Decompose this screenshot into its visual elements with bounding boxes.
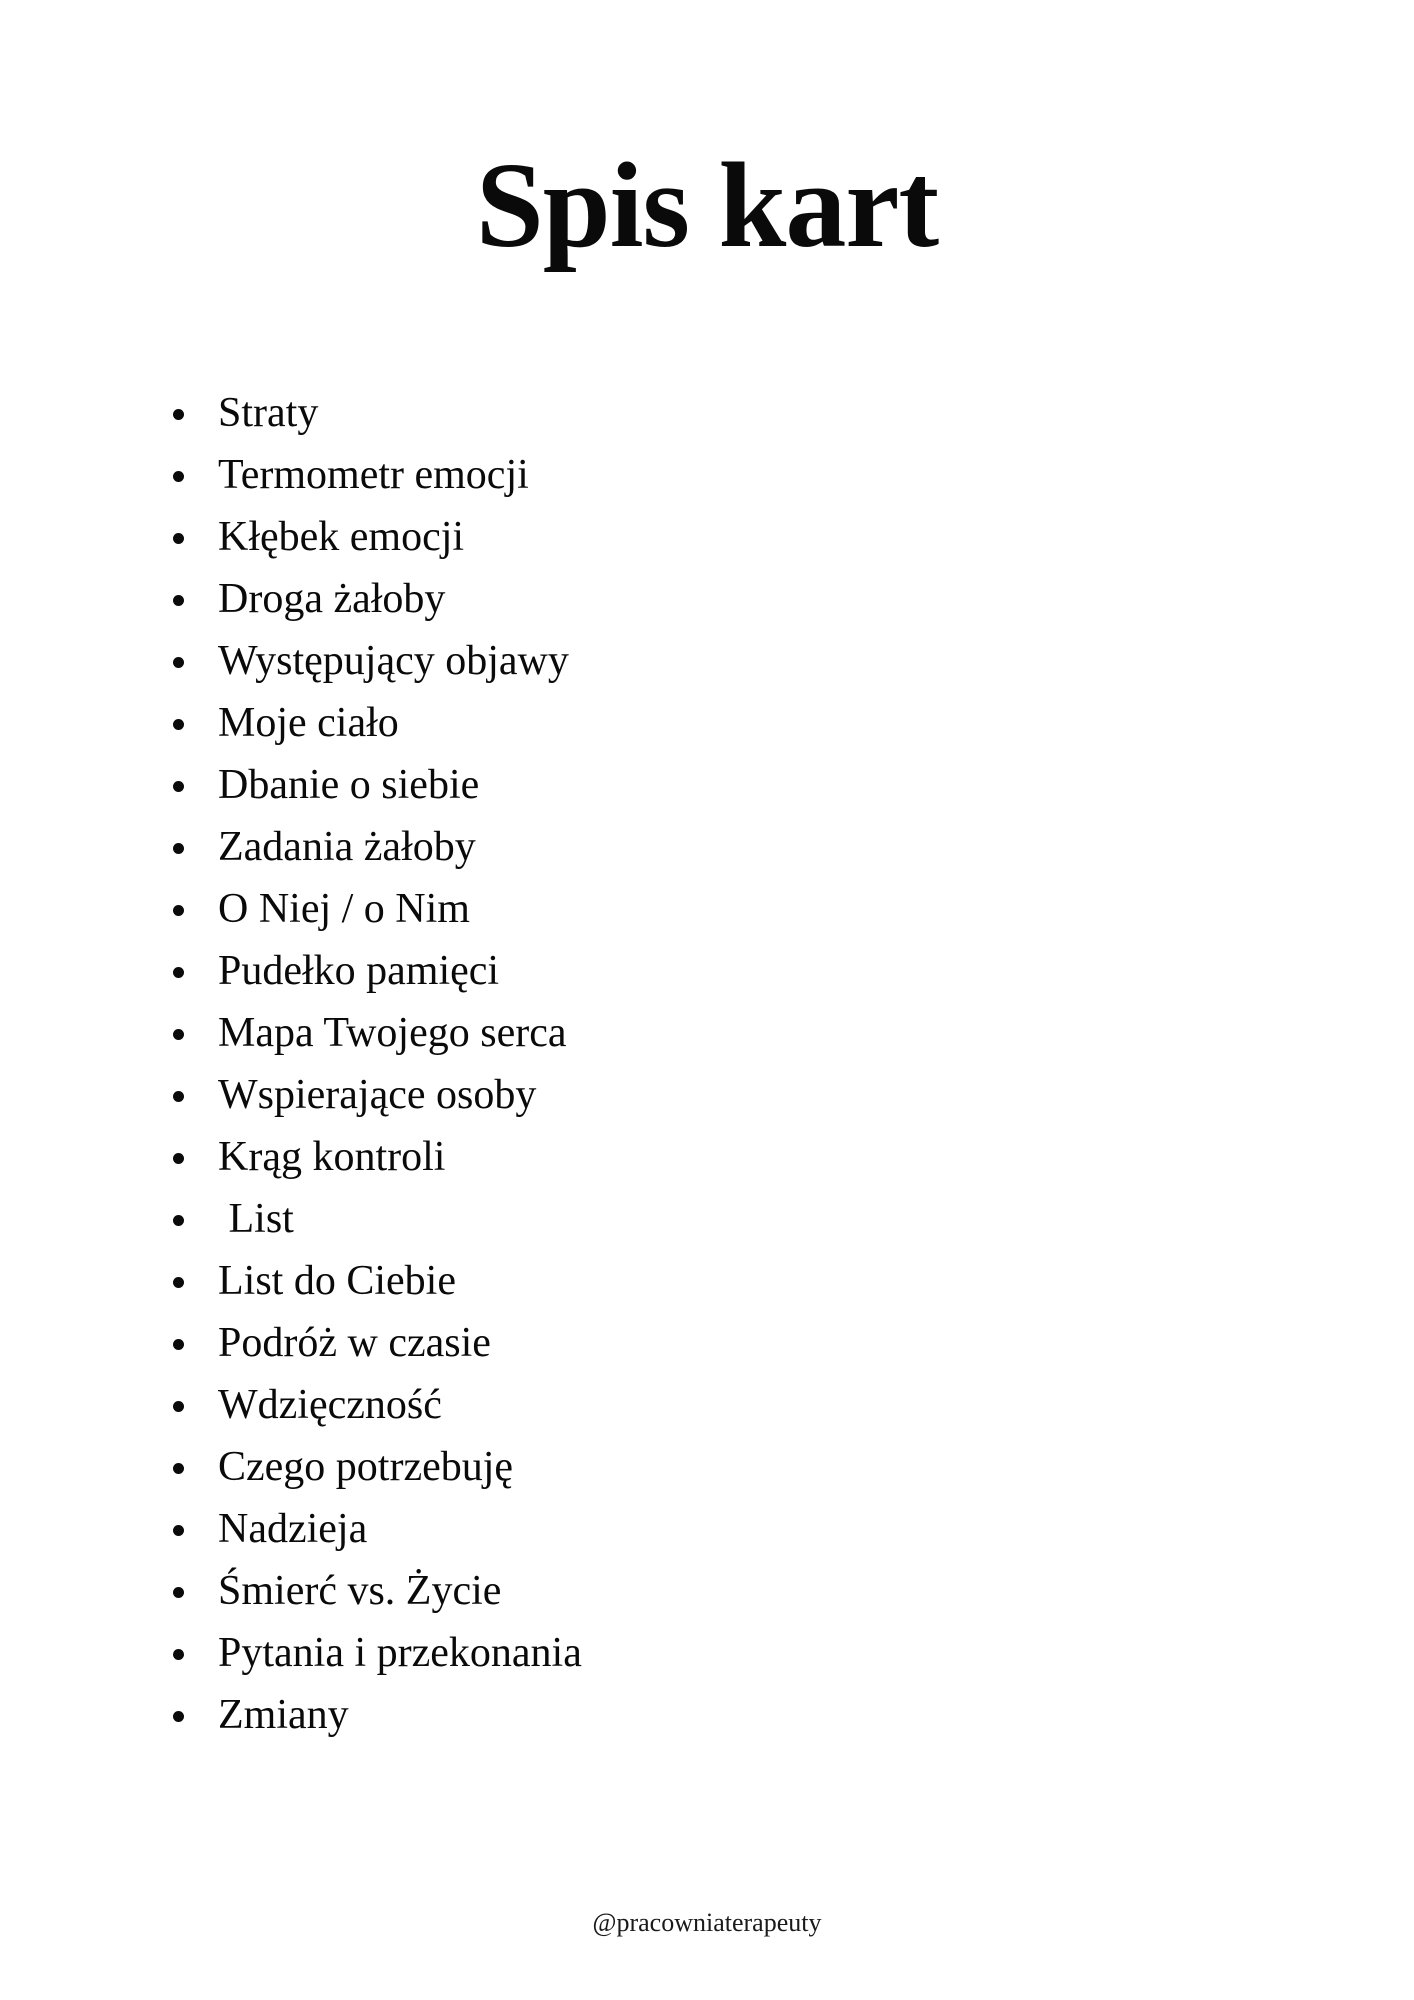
list-item-label: Podróż w czasie: [218, 1320, 491, 1366]
list-item: [173, 1250, 582, 1312]
list-item: [173, 754, 582, 816]
bullet-icon: [173, 1339, 184, 1350]
list-item: [173, 1002, 582, 1064]
list-item: [173, 1436, 582, 1498]
list-item: [173, 1560, 582, 1622]
list-item-label: Czego potrzebuję: [218, 1444, 514, 1490]
bullet-icon: [173, 1463, 184, 1474]
bullet-icon: [173, 1711, 184, 1722]
bullet-icon: [173, 1153, 184, 1164]
card-list: [173, 382, 582, 1746]
list-item-label: Śmierć vs. Życie: [218, 1568, 502, 1614]
bullet-icon: [173, 1587, 184, 1598]
bullet-icon: [173, 1215, 184, 1226]
list-item-label: List do Ciebie: [218, 1258, 456, 1304]
bullet-icon: [173, 657, 184, 668]
list-item-label: Wdzięczność: [218, 1382, 442, 1428]
list-item-label: Wspierające osoby: [218, 1072, 537, 1118]
list-item: [173, 1684, 582, 1746]
bullet-icon: [173, 595, 184, 606]
bullet-icon: [173, 1401, 184, 1412]
list-item: [173, 816, 582, 878]
list-item-label: Droga żałoby: [218, 576, 446, 622]
list-item-label: Pudełko pamięci: [218, 948, 500, 994]
list-item: [173, 1312, 582, 1374]
bullet-icon: [173, 533, 184, 544]
list-item: [173, 630, 582, 692]
list-item-label: Mapa Twojego serca: [218, 1010, 567, 1056]
list-item-label: Termometr emocji: [218, 452, 529, 498]
list-item: [173, 1126, 582, 1188]
bullet-icon: [173, 471, 184, 482]
list-item-label: O Niej / o Nim: [218, 886, 470, 932]
list-item: [173, 940, 582, 1002]
list-item: [173, 1188, 582, 1250]
list-item-label: Występujący objawy: [218, 638, 569, 684]
bullet-icon: [173, 905, 184, 916]
bullet-icon: [173, 1649, 184, 1660]
list-item: [173, 1374, 582, 1436]
list-item-label: List: [218, 1196, 294, 1242]
list-item: [173, 1498, 582, 1560]
bullet-icon: [173, 1091, 184, 1102]
list-item: [173, 878, 582, 940]
footer-handle: @pracowniaterapeuty: [592, 1908, 822, 1937]
list-item-label: Nadzieja: [218, 1506, 368, 1552]
bullet-icon: [173, 781, 184, 792]
list-item-label: Kłębek emocji: [218, 514, 465, 560]
list-item-label: Dbanie o siebie: [218, 762, 480, 808]
page-title: Spis kart: [475, 138, 939, 273]
bullet-icon: [173, 843, 184, 854]
list-item-label: Krąg kontroli: [218, 1134, 446, 1180]
list-item-label: Zmiany: [218, 1692, 349, 1738]
bullet-icon: [173, 1029, 184, 1040]
list-item-label: Zadania żałoby: [218, 824, 476, 870]
list-item: [173, 1064, 582, 1126]
bullet-icon: [173, 1277, 184, 1288]
bullet-icon: [173, 1525, 184, 1536]
list-item-label: Straty: [218, 390, 319, 436]
bullet-icon: [173, 719, 184, 730]
list-item: [173, 568, 582, 630]
list-item: [173, 444, 582, 506]
list-item-label: Moje ciało: [218, 700, 399, 746]
list-item: [173, 1622, 582, 1684]
bullet-icon: [173, 967, 184, 978]
list-item: [173, 382, 582, 444]
bullet-icon: [173, 409, 184, 420]
list-item: [173, 692, 582, 754]
list-item: [173, 506, 582, 568]
list-item-label: Pytania i przekonania: [218, 1630, 582, 1676]
